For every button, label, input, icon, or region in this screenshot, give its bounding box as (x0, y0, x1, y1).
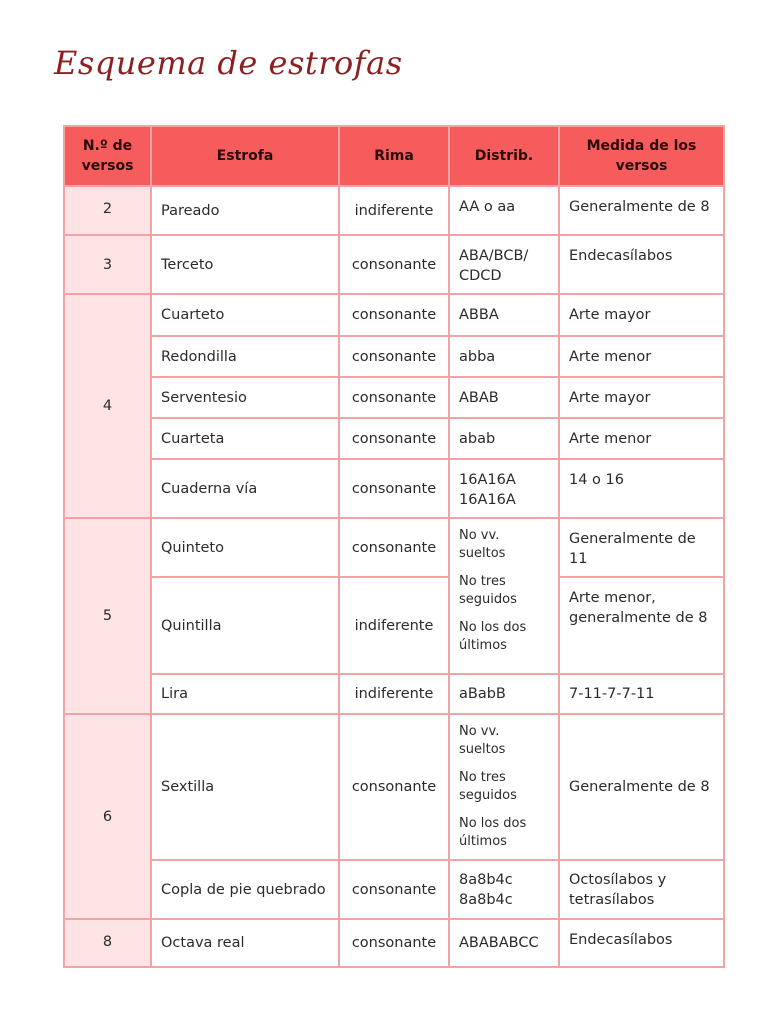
header-rima: Rima (339, 126, 449, 186)
rima-cell: consonante (339, 518, 449, 577)
header-estrofa: Estrofa (151, 126, 339, 186)
table-row (64, 186, 724, 235)
medida-cell: Endecasílabos (559, 919, 724, 967)
distrib-cell: aBabB (449, 674, 559, 714)
rima-cell: consonante (339, 459, 449, 518)
distrib-note: No tres seguidos (459, 770, 517, 803)
estrofa-cell: Terceto (151, 235, 339, 294)
distrib-note: No tres seguidos (459, 574, 517, 607)
table-row (64, 377, 724, 418)
distrib-cell: abab (449, 418, 559, 459)
rima-cell: indiferente (339, 186, 449, 235)
rima-cell: consonante (339, 860, 449, 919)
rima-cell: consonante (339, 714, 449, 860)
estrofa-cell: Cuarteta (151, 418, 339, 459)
distrib-note: No los dos últimos (459, 620, 527, 653)
distrib-note: No vv. sueltos (459, 528, 506, 561)
rima-cell: indiferente (339, 577, 449, 674)
medida-cell: Arte mayor (559, 377, 724, 418)
rima-cell: consonante (339, 377, 449, 418)
verse-count: 6 (64, 714, 151, 919)
distrib-cell: ABAB (449, 377, 559, 418)
rima-cell: consonante (339, 418, 449, 459)
table-row (64, 235, 724, 294)
medida-cell: Generalmente de 11 (559, 518, 724, 577)
table-row (64, 860, 724, 919)
page-title: Esquema de estrofas (54, 44, 403, 82)
estrofa-cell: Lira (151, 674, 339, 714)
distrib-cell: ABBA (449, 294, 559, 336)
rima-cell: consonante (339, 919, 449, 967)
estrofa-cell: Pareado (151, 186, 339, 235)
verse-count: 4 (64, 294, 151, 518)
rima-cell: indiferente (339, 674, 449, 714)
table-row (64, 714, 724, 860)
medida-cell: Arte menor (559, 418, 724, 459)
verse-count: 8 (64, 919, 151, 967)
strophe-table (63, 125, 725, 968)
header-num: N.º de versos (64, 126, 151, 186)
estrofa-cell: Sextilla (151, 714, 339, 860)
header-row (64, 126, 724, 186)
medida-cell: 7-11-7-7-11 (559, 674, 724, 714)
header-medida: Medida de los versos (559, 126, 724, 186)
rima-cell: consonante (339, 336, 449, 377)
verse-count: 5 (64, 518, 151, 714)
table-row (64, 459, 724, 518)
estrofa-cell: Serventesio (151, 377, 339, 418)
distrib-note: No los dos últimos (459, 816, 527, 849)
medida-cell: Generalmente de 8 (559, 186, 724, 235)
header-distrib: Distrib. (449, 126, 559, 186)
medida-cell: Endecasílabos (559, 235, 724, 294)
distrib-notes-cell (449, 714, 559, 860)
medida-cell: Arte menor, generalmente de 8 (559, 577, 724, 674)
table-row (64, 577, 724, 674)
verse-count: 2 (64, 186, 151, 235)
table-row (64, 418, 724, 459)
table-row (64, 336, 724, 377)
estrofa-cell: Cuaderna vía (151, 459, 339, 518)
distrib-cell: ABABABCC (449, 919, 559, 967)
estrofa-cell: Redondilla (151, 336, 339, 377)
distrib-cell: abba (449, 336, 559, 377)
estrofa-cell: Quintilla (151, 577, 339, 674)
estrofa-cell: Quinteto (151, 518, 339, 577)
medida-cell: Octosílabos y tetrasílabos (559, 860, 724, 919)
distrib-cell: 8a8b4c 8a8b4c (449, 860, 559, 919)
distrib-notes-cell (449, 518, 559, 674)
estrofa-cell: Cuarteto (151, 294, 339, 336)
table-row (64, 919, 724, 967)
table-row (64, 674, 724, 714)
distrib-note: No vv. sueltos (459, 724, 506, 757)
estrofa-cell: Octava real (151, 919, 339, 967)
distrib-cell: AA o aa (449, 186, 559, 235)
estrofa-cell: Copla de pie quebrado (151, 860, 339, 919)
distrib-cell: 16A16A 16A16A (449, 459, 559, 518)
table-row (64, 294, 724, 336)
medida-cell: 14 o 16 (559, 459, 724, 518)
verse-count: 3 (64, 235, 151, 294)
distrib-cell: ABA/BCB/ CDCD (449, 235, 559, 294)
rima-cell: consonante (339, 294, 449, 336)
medida-cell: Arte mayor (559, 294, 724, 336)
medida-cell: Generalmente de 8 (559, 714, 724, 860)
table-row (64, 518, 724, 577)
rima-cell: consonante (339, 235, 449, 294)
medida-cell: Arte menor (559, 336, 724, 377)
